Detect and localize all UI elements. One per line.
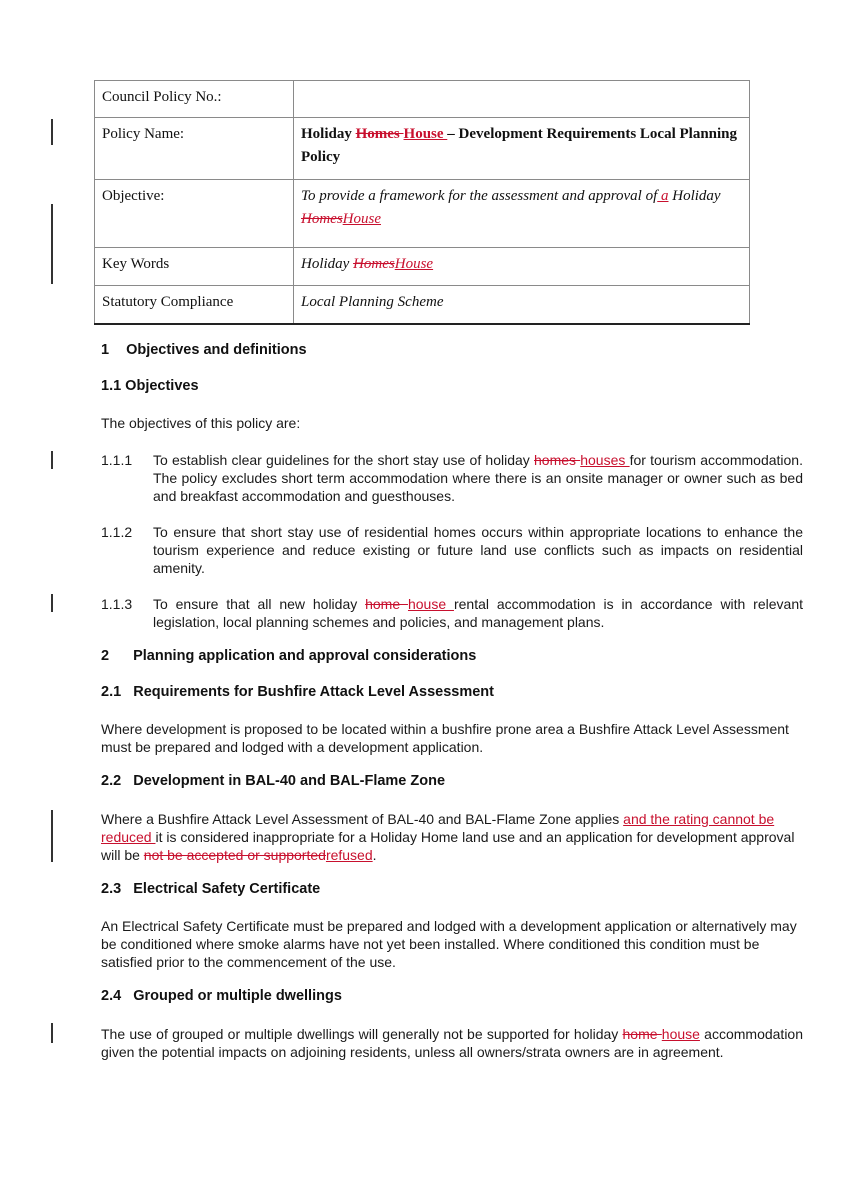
table-row	[95, 286, 750, 324]
change-bar	[51, 119, 53, 145]
section-2-3-text: An Electrical Safety Certificate must be prepared and lodged with a development application or alternatively may be conditioned where smoke alarms have not yet been installed. Where conditioned this condition must be satisfied prior to the commencement of the use.	[101, 918, 797, 970]
deleted-text: homes	[534, 452, 581, 468]
change-bar	[51, 1023, 53, 1043]
table-label: Key Words	[95, 248, 294, 286]
objective-item-1-1-2: To ensure that short stay use of residential homes occurs within appropriate locations to enhance the tourism experience and reduce existing or future land use conflicts such as impacts on residential amenity.	[153, 524, 803, 576]
deleted-text: Homes	[353, 256, 395, 272]
section-2-heading: 2 Planning application and approval considerations	[101, 648, 477, 664]
inserted-text: House	[394, 256, 434, 272]
objectives-intro: The objectives of this policy are:	[101, 415, 301, 431]
section-2-4-heading: 2.4 Grouped or multiple dwellings	[101, 988, 342, 1004]
key-words-value: Holiday HomesHouse	[294, 248, 750, 286]
section-2-2-heading: 2.2 Development in BAL-40 and BAL-Flame Zone	[101, 773, 446, 789]
section-2-3-heading: 2.3 Electrical Safety Certificate	[101, 881, 321, 897]
statutory-compliance-value: Local Planning Scheme	[294, 286, 750, 324]
inserted-text: house	[661, 1026, 700, 1042]
table-row	[95, 248, 750, 286]
table-value	[294, 81, 750, 118]
change-bar	[51, 810, 53, 862]
table-label: Statutory Compliance	[95, 286, 294, 324]
table-label: Objective:	[95, 180, 294, 248]
section-2-2-text: Where a Bushfire Attack Level Assessment of BAL-40 and BAL-Flame Zone applies and the rating cannot be reduced it is considered inappropriate for a Holiday Home land use and an application for development approval will be not be accepted or supportedrefused.	[101, 811, 795, 863]
item-number: 1.1.1	[101, 452, 133, 468]
deleted-text: not be accepted or supported	[143, 847, 326, 863]
item-number: 1.1.2	[101, 524, 133, 540]
table-row	[95, 118, 750, 180]
deleted-text: Homes	[355, 126, 404, 142]
inserted-text: and the rating cannot be reduced	[101, 811, 775, 845]
table-label: Council Policy No.:	[95, 81, 294, 118]
change-bar	[51, 594, 53, 612]
section-2-4-text: The use of grouped or multiple dwellings will generally not be supported for holiday home house accommodation given the potential impacts on adjoining residents, unless all owners/strata owners are in agreement.	[101, 1026, 803, 1060]
section-2-1-text: Where development is proposed to be located within a bushfire prone area a Bushfire Attack Level Assessment must be prepared and lodged with a development application.	[101, 721, 789, 755]
table-label: Policy Name:	[95, 118, 294, 180]
section-2-1-heading: 2.1 Requirements for Bushfire Attack Level Assessment	[101, 684, 494, 700]
objective-item-1-1-3: To ensure that all new holiday home house rental accommodation is in accordance with relevant legislation, local planning schemes and policies, and management plans.	[153, 596, 803, 630]
deleted-text: home	[622, 1026, 662, 1042]
section-1-1-heading: 1.1 Objectives	[101, 378, 199, 394]
objective-item-1-1-1: To establish clear guidelines for the short stay use of holiday homes houses for tourism accommodation. The policy excludes short term accommodation where there is an onsite manager or owner such as bed and breakfast accommodation and guesthouses.	[153, 452, 803, 504]
table-row	[95, 180, 750, 248]
policy-details-table	[94, 80, 750, 325]
deleted-text: home	[365, 596, 408, 612]
inserted-text: refused	[325, 847, 373, 863]
table-row	[95, 81, 750, 118]
section-1-heading: 1 Objectives and definitions	[101, 342, 307, 358]
change-bar	[51, 451, 53, 469]
inserted-text: houses	[580, 452, 630, 468]
policy-name-value: Holiday Homes House – Development Requirements Local Planning Policy	[294, 118, 750, 180]
inserted-text: a	[657, 188, 669, 204]
deleted-text: Homes	[301, 211, 343, 227]
inserted-text: house	[407, 596, 454, 612]
item-number: 1.1.3	[101, 596, 133, 612]
inserted-text: House	[403, 126, 448, 142]
inserted-text: House	[342, 211, 381, 227]
objective-value: To provide a framework for the assessment and approval of a Holiday HomesHouse	[294, 180, 750, 248]
change-bar	[51, 204, 53, 284]
